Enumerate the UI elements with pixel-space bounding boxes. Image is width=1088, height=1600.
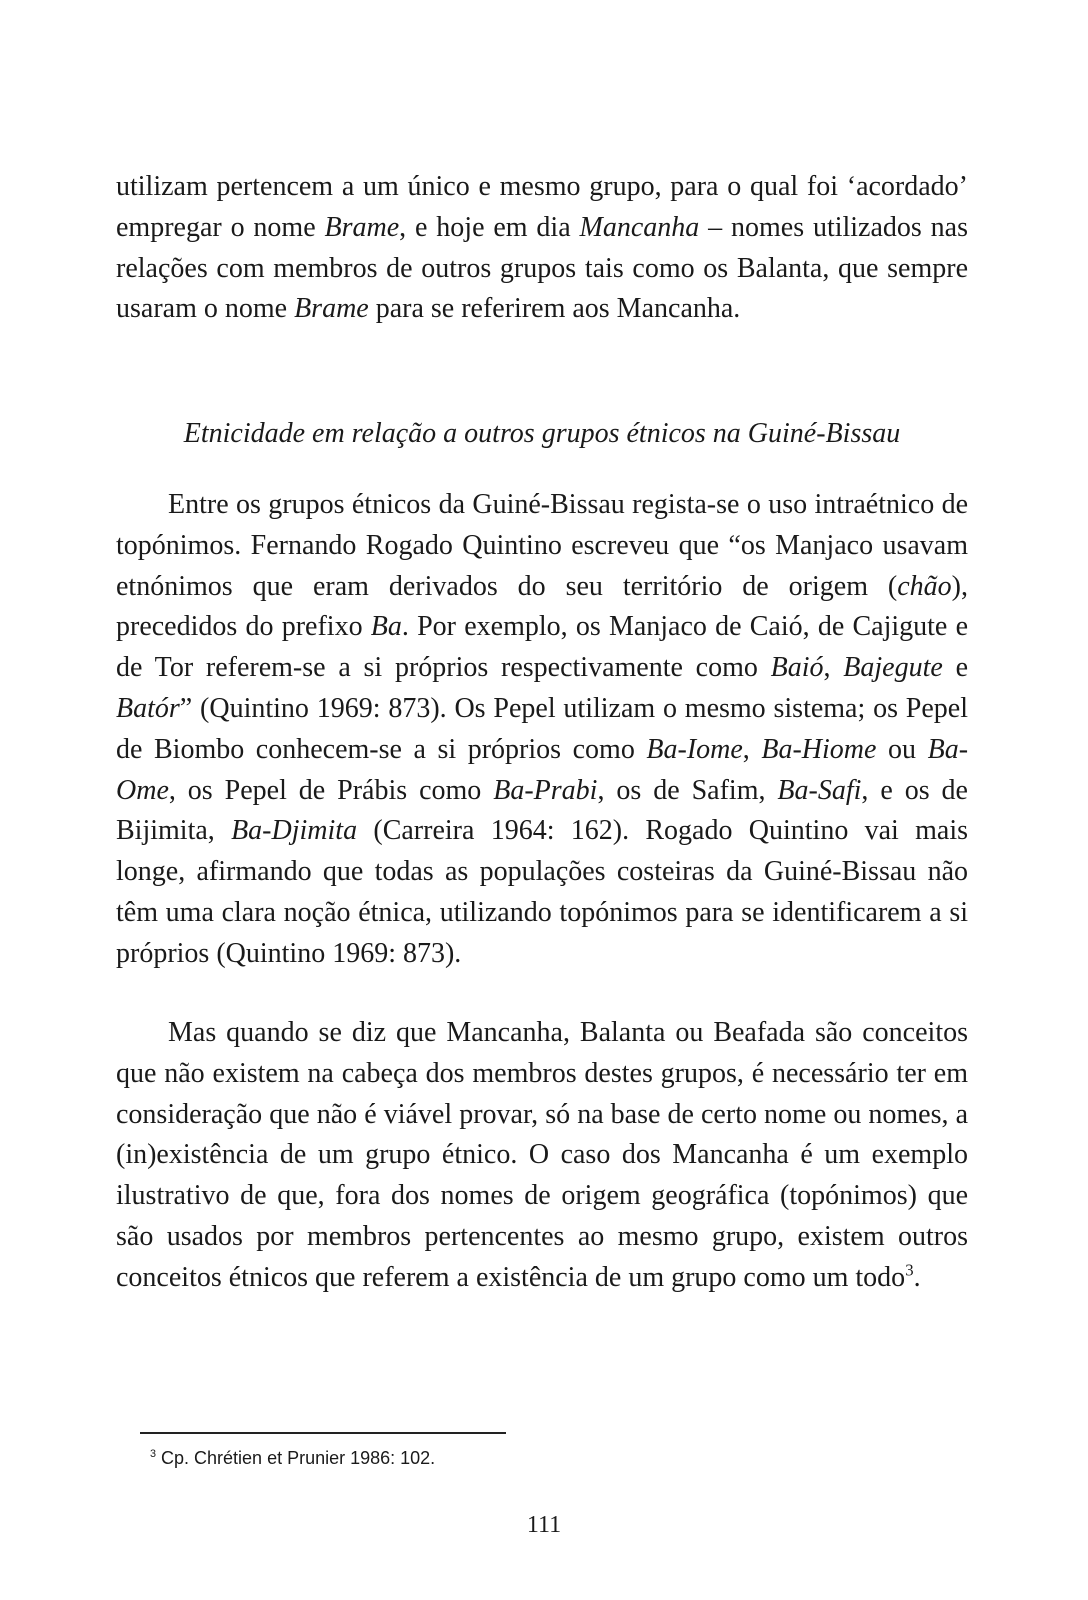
text-run: , os de Safim, bbox=[597, 774, 778, 806]
text-run: , bbox=[742, 733, 762, 765]
text-run: ” (Quintino 1969: 873). Os Pepel utilizam o mesmo sistema; os Pepel de Biombo conhecem-se a si próprios como bbox=[116, 692, 968, 765]
text-run: Mas quando se diz que Mancanha, Balanta ou Beafada são conceitos que não existem na cabeça dos membros destes grupos, é necessário ter em consideração que não é viável provar, só na base de certo nome ou nomes, a (in)existência de um grupo étnico. O caso dos Mancanha é um exemplo ilustrativo de que, fora dos nomes de origem geográfica (topónimos) que são usados por membros pertencentes ao mesmo grupo, existem outros conceitos étnicos que referem a existência de um grupo como um todo bbox=[116, 1017, 968, 1293]
paragraph-mancanha bbox=[116, 1013, 968, 1299]
italic-term: Ba bbox=[370, 611, 402, 643]
text-run: ou bbox=[876, 733, 928, 765]
italic-term: Ba-Prabi bbox=[493, 774, 598, 806]
italic-term: Brame bbox=[294, 293, 369, 325]
italic-term: Mancanha bbox=[579, 211, 700, 243]
text-run: , e os de Bijimita, bbox=[116, 774, 968, 847]
text-run: . Por exemplo, os Manjaco de Caió, de Cajigute e de Tor referem-se a si próprios respectivamente como bbox=[116, 611, 969, 684]
text-run: (Carreira 1964: 162). Rogado Quintino vai mais longe, afirmando que todas as populações costeiras da Guiné-Bissau não têm uma clara noção étnica, utilizando topónimos para se identificarem a si próprios (Quintino 1969: 873). bbox=[116, 815, 969, 969]
page-number: 111 bbox=[526, 1512, 562, 1538]
text-run: – nomes utilizados nas relações com membros de outros grupos tais como os Balanta, que sempre usaram o nome bbox=[116, 211, 968, 325]
footnote-reference[interactable]: 3 bbox=[905, 1260, 914, 1280]
text-run: e bbox=[942, 652, 969, 684]
text-run: . bbox=[913, 1261, 921, 1293]
footnote-divider bbox=[140, 1432, 506, 1434]
text-run: , os Pepel de Prábis como bbox=[168, 774, 494, 806]
italic-term: Ba-Iome bbox=[646, 733, 743, 765]
italic-term: Batór bbox=[116, 692, 180, 724]
footnote-marker: 3 bbox=[150, 1448, 157, 1460]
text-run: , e hoje em dia bbox=[399, 211, 580, 243]
footnote-text: Cp. Chrétien et Prunier 1986: 102. bbox=[156, 1448, 436, 1468]
text-run: Entre os grupos étnicos da Guiné-Bissau regista-se o uso intraétnico de topónimos. Fernando Rogado Quintino escreveu que “os Manjaco usavam etnónimos que eram derivados do seu território de origem ( bbox=[116, 489, 968, 602]
text-run: para se referirem aos Mancanha. bbox=[368, 293, 741, 325]
footnote bbox=[150, 1446, 435, 1470]
italic-term: Ba-Ome bbox=[116, 733, 969, 806]
italic-term: Ba-Hiome bbox=[761, 733, 877, 765]
italic-term: Ba-Safi bbox=[777, 774, 862, 806]
paragraph-continuation bbox=[116, 167, 968, 330]
italic-term: chão bbox=[897, 570, 952, 602]
italic-term: Ba-Djimita bbox=[231, 815, 358, 847]
text-run: , bbox=[823, 652, 844, 684]
text-run: ), precedidos do prefixo bbox=[116, 570, 968, 643]
section-heading: Etnicidade em relação a outros grupos étnicos na Guiné-Bissau bbox=[183, 418, 901, 449]
italic-term: Bajegute bbox=[843, 652, 943, 684]
italic-term: Brame bbox=[324, 211, 400, 243]
text-run: utilizam pertencem a um único e mesmo grupo, para o qual foi ‘acordado’ empregar o nome bbox=[116, 171, 968, 243]
italic-term: Baió bbox=[770, 652, 824, 684]
paragraph-ethnicity bbox=[116, 485, 968, 975]
